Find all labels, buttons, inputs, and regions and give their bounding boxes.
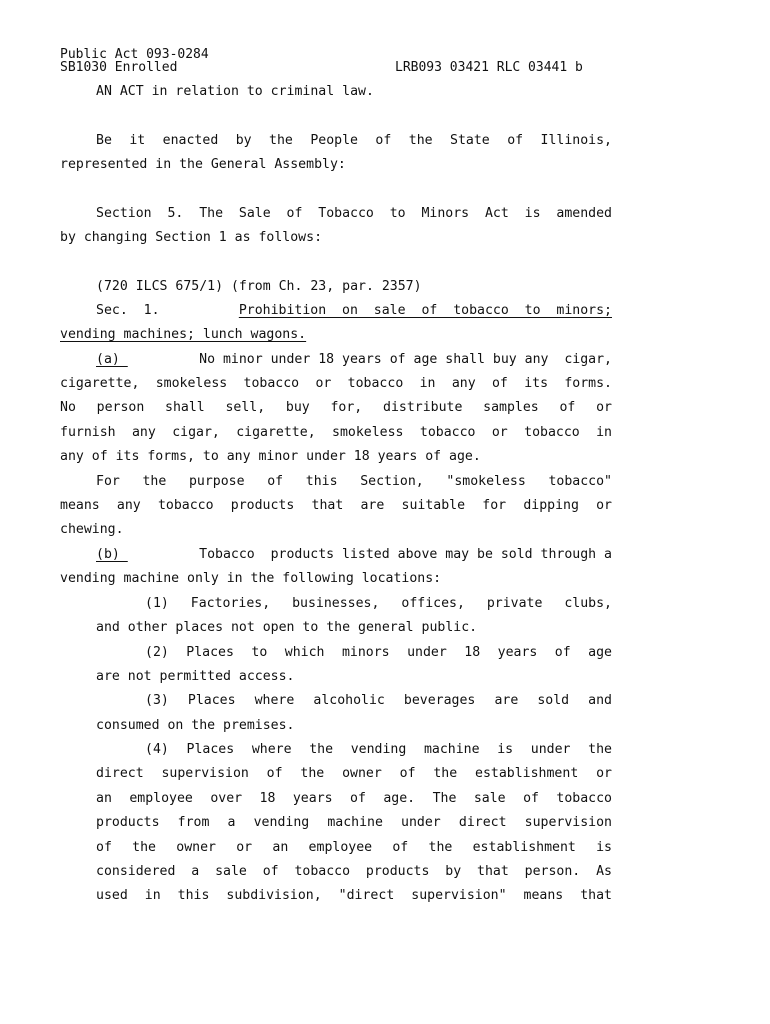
item4-line-6: considered a sale of tobacco products by that person. As: [96, 864, 612, 879]
item4-line-3: an employee over 18 years of age. The sale of tobacco: [96, 791, 612, 806]
para-b-line-1: Tobacco products listed above may be sold through a: [199, 547, 612, 562]
item2-line-1: (2) Places to which minors under 18 years of age: [145, 645, 612, 660]
header-act-number: Public Act 093-0284: [60, 47, 209, 62]
para-a-line-4: furnish any cigar, cigarette, smokeless tobacco or tobacco in: [60, 425, 612, 440]
purpose-line-2: means any tobacco products that are suitable for dipping or: [60, 498, 612, 513]
act-title: AN ACT in relation to criminal law.: [96, 84, 374, 99]
section5-line-2: by changing Section 1 as follows:: [60, 230, 323, 245]
para-a-line-1: No minor under 18 years of age shall buy any cigar,: [199, 352, 612, 367]
item3-line-1: (3) Places where alcoholic beverages are sold and: [145, 693, 612, 708]
para-a-line-5: any of its forms, to any minor under 18 years of age.: [60, 449, 481, 464]
sec1-heading-line-2: vending machines; lunch wagons.: [60, 327, 307, 342]
statute-citation: (720 ILCS 675/1) (from Ch. 23, par. 2357): [96, 279, 422, 294]
para-b-marker: (b): [96, 547, 128, 562]
para-b-line-2: vending machine only in the following locations:: [60, 571, 442, 586]
section5-line-1: Section 5. The Sale of Tobacco to Minors Act is amended: [96, 206, 612, 221]
item4-line-1: (4) Places where the vending machine is under the: [145, 742, 612, 757]
sec1-prefix: Sec. 1.: [96, 303, 176, 318]
header-bill: SB1030 Enrolled: [60, 60, 178, 75]
item4-line-4: products from a vending machine under direct supervision: [96, 815, 612, 830]
sec1-heading-row: [96, 303, 612, 319]
header-lrb: LRB093 03421 RLC 03441 b: [395, 60, 583, 75]
item4-line-5: of the owner or an employee of the establishment is: [96, 840, 612, 855]
para-b-row-1: [96, 547, 612, 563]
para-a-marker: (a): [96, 352, 128, 367]
item4-line-7: used in this subdivision, "direct supervision" means that: [96, 888, 612, 903]
purpose-line-3: chewing.: [60, 522, 124, 537]
item1-line-1: (1) Factories, businesses, offices, private clubs,: [145, 596, 612, 611]
para-a-row-1: [96, 352, 612, 368]
enacting-line-1: Be it enacted by the People of the State of Illinois,: [96, 133, 612, 148]
enacting-line-2: represented in the General Assembly:: [60, 157, 346, 172]
item1-line-2: and other places not open to the general public.: [96, 620, 478, 635]
item4-line-2: direct supervision of the owner of the establishment or: [96, 766, 612, 781]
para-a-line-2: cigarette, smokeless tobacco or tobacco in any of its forms.: [60, 376, 612, 391]
item2-line-2: are not permitted access.: [96, 669, 295, 684]
purpose-line-1: For the purpose of this Section, "smokeless tobacco": [96, 474, 612, 489]
item3-line-2: consumed on the premises.: [96, 718, 295, 733]
sec1-heading-line-1: Prohibition on sale of tobacco to minors;: [238, 303, 612, 318]
para-a-line-3: No person shall sell, buy for, distribute samples of or: [60, 400, 612, 415]
